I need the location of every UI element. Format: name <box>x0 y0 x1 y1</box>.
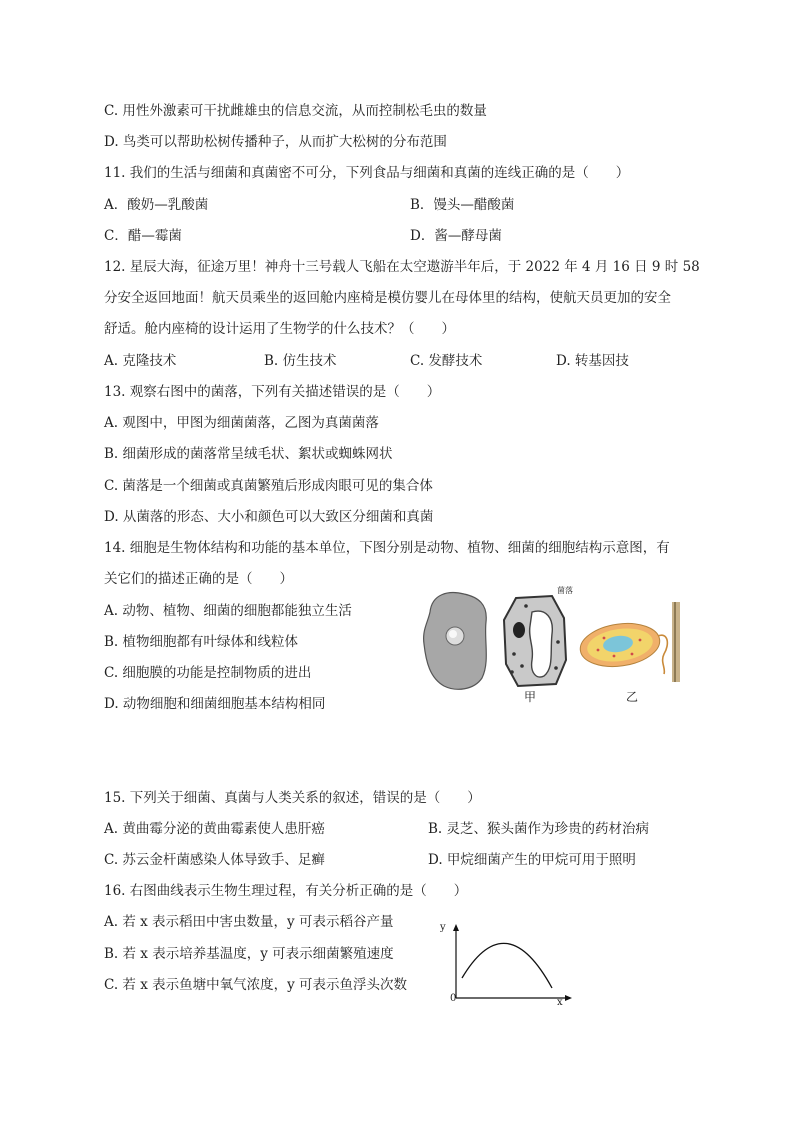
q10-option-d: D. 鸟类可以帮助松树传播种子，从而扩大松树的分布范围 <box>104 134 447 150</box>
q12-stem-line3: 舒适。舱内座椅的设计运用了生物学的什么技术？（ ） <box>104 321 455 337</box>
q13-stem: 13. 观察右图中的菌落，下列有关描述错误的是（ ） <box>104 384 441 400</box>
q13-option-b: B. 细菌形成的菌落常呈绒毛状、絮状或蜘蛛网状 <box>104 446 393 462</box>
graph-y-label: y <box>440 922 446 933</box>
q11-stem: 11. 我们的生活与细菌和真菌密不可分，下列食品与细菌和真菌的连线正确的是（ ） <box>104 165 630 181</box>
q14-option-c: C. 细胞膜的功能是控制物质的进出 <box>104 665 312 681</box>
q15-option-c: C. 苏云金杆菌感染人体导致手、足癣 <box>104 852 325 868</box>
q16-option-c: C. 若 x 表示鱼塘中氧气浓度，y 可表示鱼浮头次数 <box>104 977 408 993</box>
q16-option-a: A. 若 x 表示稻田中害虫数量，y 可表示稻谷产量 <box>104 914 394 930</box>
fig-label-yi: 乙 <box>626 690 639 704</box>
q15-stem: 15. 下列关于细菌、真菌与人类关系的叙述，错误的是（ ） <box>104 790 481 806</box>
q14-option-d: D. 动物细胞和细菌细胞基本结构相同 <box>104 696 326 712</box>
q11-option-d: D．酱—酵母菌 <box>410 228 502 244</box>
q15-option-a: A. 黄曲霉分泌的黄曲霉素使人患肝癌 <box>104 821 325 837</box>
q12-stem-line2: 分安全返回地面！航天员乘坐的返回舱内座椅是模仿婴儿在母体里的结构，使航天员更加的安全 <box>104 290 671 306</box>
x-axis-arrow <box>565 995 572 1001</box>
q14-stem-line1: 14. 细胞是生物体结构和功能的基本单位，下图分别是动物、植物、细菌的细胞结构示意图，有 <box>104 540 670 556</box>
q14-option-b: B. 植物细胞都有叶绿体和线粒体 <box>104 634 299 650</box>
cell-diagram-svg <box>418 582 688 704</box>
q16-stem: 16. 右图曲线表示生物生理过程，有关分析正确的是（ ） <box>104 883 468 899</box>
q12-stem-line1: 12. 星辰大海，征途万里！神舟十三号载人飞船在太空遨游半年后，于 2022 年 4 月 16 日 9 时 58 <box>104 259 700 275</box>
q12-option-d: D. 转基因技 <box>556 353 629 369</box>
q11-option-c: C．醋—霉菌 <box>104 228 182 244</box>
q11-option-b: B．馒头—醋酸菌 <box>410 197 515 213</box>
q14-option-a: A. 动物、植物、细菌的细胞都能独立生活 <box>104 603 352 619</box>
y-axis-arrow <box>453 924 459 931</box>
plant-cell-nucleus <box>513 622 525 638</box>
graph-origin-label: 0 <box>450 993 457 1004</box>
q13-option-c: C. 菌落是一个细菌或真菌繁殖后形成肉眼可见的集合体 <box>104 478 433 494</box>
q12-option-a: A. 克隆技术 <box>104 353 177 369</box>
q14-stem-line2: 关它们的描述正确的是（ ） <box>104 571 293 587</box>
cell-diagram-figure <box>418 582 688 704</box>
q15-option-d: D. 甲烷细菌产生的甲烷可用于照明 <box>428 852 636 868</box>
bacterium-cell <box>577 619 667 674</box>
q16-option-b: B. 若 x 表示培养基温度，y 可表示细菌繁殖速度 <box>104 946 394 962</box>
q12-option-c: C. 发酵技术 <box>410 353 483 369</box>
q12-option-b: B. 仿生技术 <box>264 353 337 369</box>
q11-option-a: A．酸奶—乳酸菌 <box>104 197 209 213</box>
q13-option-a: A. 观图中，甲图为细菌菌落，乙图为真菌菌落 <box>104 415 379 431</box>
graph-x-label: x <box>557 997 563 1008</box>
q13-option-d: D. 从菌落的形态、大小和颜色可以大致区分细菌和真菌 <box>104 509 434 525</box>
plant-cell-vacuole <box>530 611 553 677</box>
q10-option-c: C. 用性外激素可干扰雌雄虫的信息交流，从而控制松毛虫的数量 <box>104 103 487 119</box>
q15-option-b: B. 灵芝、猴头菌作为珍贵的药材治病 <box>428 821 650 837</box>
parabolic-curve <box>462 943 552 988</box>
fig-label-jia: 甲 <box>524 690 537 704</box>
fig-label-colony: 菌落 <box>557 586 573 595</box>
